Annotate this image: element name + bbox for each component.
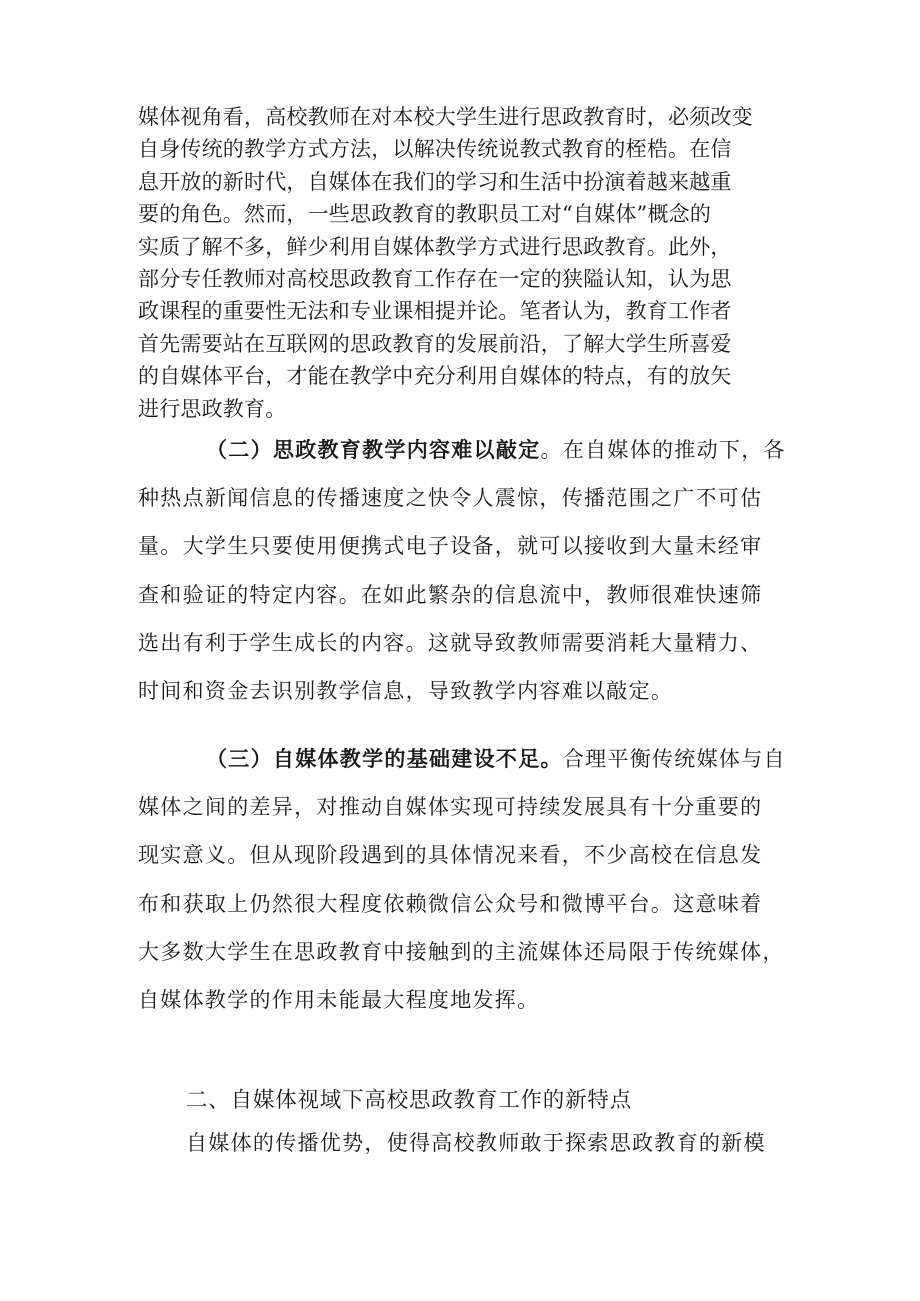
text-line: 进行思政教育。 [138, 396, 287, 421]
text-line: 量。大学生只要使用便携式电子设备，就可以接收到大量未经审 [138, 534, 763, 559]
text-line: 息开放的新时代，自媒体在我们的学习和生活中扮演着越来越重 [138, 169, 732, 194]
text-line: 布和获取上仍然很大程度依赖微信公众号和微博平台。这意味着 [138, 891, 763, 916]
text-line: 时间和资金去识别教学信息，导致教学内容难以敲定。 [138, 678, 674, 703]
text-line: 自媒体教学的作用未能最大程度地发挥。 [138, 987, 540, 1012]
text-line [138, 743, 786, 791]
text-line: 实质了解不多，鲜少利用自媒体教学方式进行思政教育。此外， [138, 234, 732, 259]
text-line: 现实意义。但从现阶段遇到的具体情况来看，不少高校在信息发 [138, 843, 763, 868]
text-line: 自身传统的教学方式方法，以解决传统说教式教育的桎梏。在信 [138, 137, 732, 162]
section-two-first-line: 。在自媒体的推动下，各 [540, 438, 786, 462]
text-line: 的自媒体平台，才能在教学中充分利用自媒体的特点，有的放矢 [138, 364, 732, 389]
text-line: 大多数大学生在思政教育中接触到的主流媒体还局限于传统媒体， [138, 939, 785, 964]
section-heading: 二、自媒体视域下高校思政教育工作的新特点 [186, 1088, 633, 1113]
section-two-lead: （二）思政教育教学内容难以敲定 [206, 437, 541, 462]
text-line: 选出有利于学生成长的内容。这就导致教师需要消耗大量精力、 [138, 630, 763, 655]
paragraph-last-line: 自媒体的传播优势，使得高校教师敢于探索思政教育的新模 [186, 1131, 766, 1155]
text-line: 查和验证的特定内容。在如此繁杂的信息流中，教师很难快速筛 [138, 582, 763, 607]
paragraph-media-perspective [138, 101, 753, 425]
text-line: 种热点新闻信息的传播速度之快令人震惊，传播范围之广不可估 [138, 486, 763, 511]
text-line: 部分专任教师对高校思政教育工作存在一定的狭隘认知，认为思 [138, 266, 732, 291]
text-line [138, 434, 786, 482]
text-line: 要的角色。然而，一些思政教育的教职员工对“自媒体”概念的 [138, 202, 712, 227]
section-three-lead: （三）自媒体教学的基础建设不足。 [206, 746, 563, 771]
text-line: 首先需要站在互联网的思政教育的发展前沿，了解大学生所喜爱 [138, 331, 732, 356]
text-line: 媒体之间的差异，对推动自媒体实现可持续发展具有十分重要的 [138, 795, 763, 820]
text-line: 政课程的重要性无法和专业课相提并论。笔者认为，教育工作者 [138, 299, 732, 324]
section-three-first-line: 合理平衡传统媒体与自 [562, 747, 786, 771]
paragraph-section-two [138, 434, 786, 723]
text-line: 媒体视角看，高校教师在对本校大学生进行思政教育时，必须改变 [138, 105, 753, 129]
paragraph-section-three [138, 743, 786, 1032]
